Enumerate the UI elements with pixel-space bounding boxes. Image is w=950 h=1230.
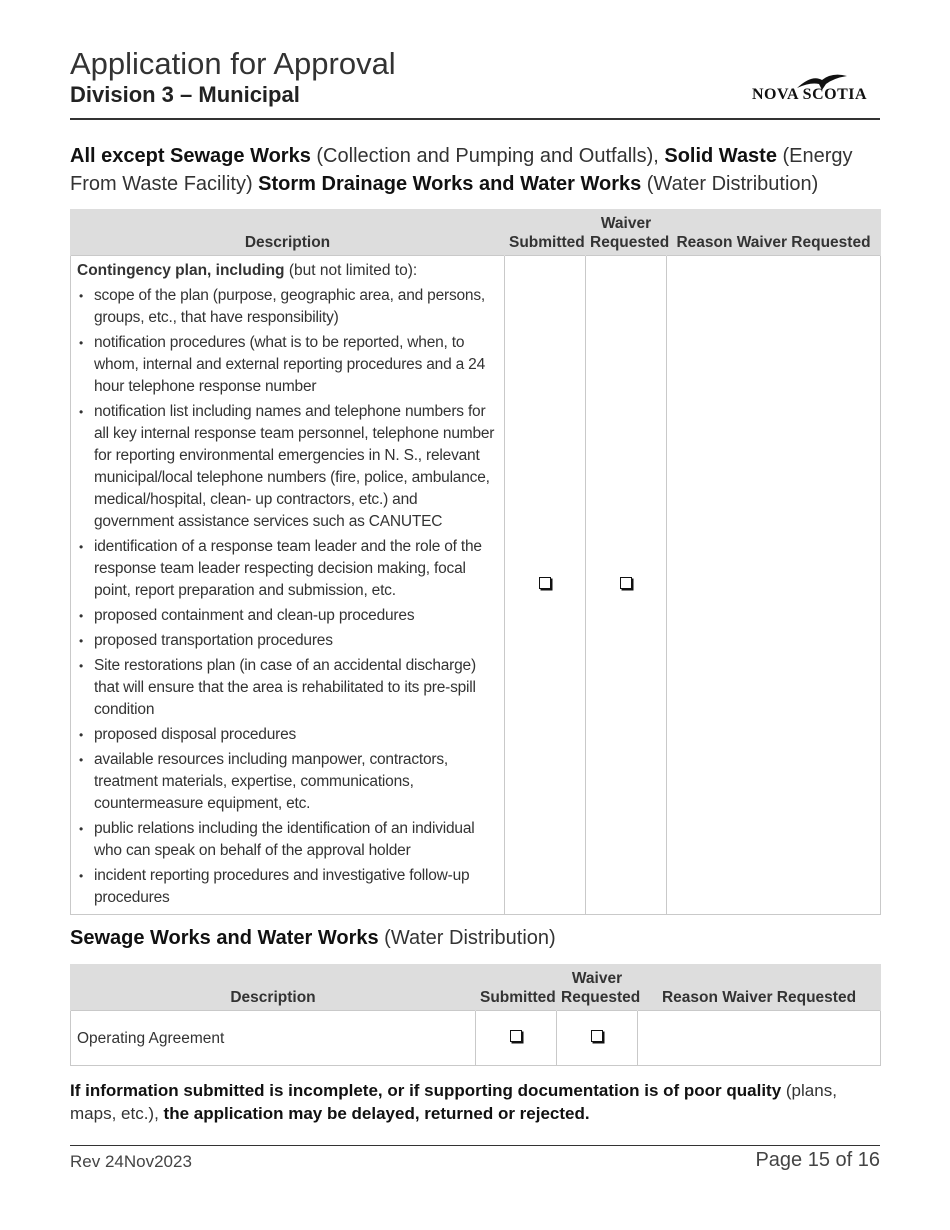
contingency-lead: [77, 260, 500, 282]
waiver-requested-checkbox[interactable]: [620, 577, 632, 589]
heading-part-5: Storm Drainage Works: [258, 173, 474, 195]
list-item: • incident reporting procedures and investigative follow-up procedures: [77, 865, 500, 909]
page-title: Application for Approval: [70, 46, 396, 81]
header-submitted: Submitted: [476, 964, 557, 1010]
header-waiver-requested: [586, 209, 670, 255]
header-reason: Reason Waiver Requested: [667, 209, 881, 255]
list-item: • identification of a response team leader and the role of the response team leader respecting decision making, focal point, report preparation and submission, etc.: [77, 536, 500, 602]
table-header-row: [71, 964, 881, 1010]
page-number: Page 15 of 16: [755, 1149, 880, 1171]
warning-normal: (plans, maps, etc.),: [70, 1081, 837, 1123]
reason-waiver-field[interactable]: [667, 255, 881, 914]
list-item: • available resources including manpower, contractors, treatment materials, expertise, communications, countermeasure equipment, etc.: [77, 749, 500, 815]
list-item: • proposed transportation procedures: [77, 630, 500, 652]
waiver-cell: [557, 1010, 638, 1065]
warning-bold-1: If information submitted is incomplete, or if supporting documentation is of poor quality: [70, 1081, 782, 1100]
footer-divider: [70, 1145, 880, 1146]
waiver-requested-checkbox[interactable]: [591, 1030, 603, 1042]
header-waiver-requested: [557, 964, 641, 1010]
heading-part-4: (Energy From Waste Facility): [70, 145, 853, 195]
contingency-description-cell: [71, 255, 505, 914]
list-item: • proposed disposal procedures: [77, 724, 500, 746]
table-row: [71, 1010, 881, 1065]
operating-agreement-label: Operating Agreement: [71, 1010, 476, 1065]
contingency-bullet-list: [77, 285, 500, 909]
heading-part-6: and Water Works: [473, 173, 642, 195]
operating-agreement-table: [70, 964, 881, 1066]
header-description: Description: [71, 964, 476, 1010]
sewage-heading-rest: (Water Distribution): [378, 927, 556, 949]
header-reason: Reason Waiver Requested: [638, 964, 881, 1010]
incomplete-info-warning: [70, 1079, 882, 1125]
heading-part-1: All except Sewage Works: [70, 145, 311, 167]
page-subtitle: Division 3 – Municipal: [70, 82, 300, 107]
nova-scotia-logo: [752, 72, 880, 108]
submitted-cell: [476, 1010, 557, 1065]
document-header: [70, 46, 880, 120]
waiver-cell: [586, 255, 667, 914]
heading-part-7: (Water Distribution): [641, 173, 819, 195]
submitted-checkbox[interactable]: [510, 1030, 522, 1042]
logo-wordmark: NOVA SCOTIA: [752, 86, 868, 103]
heading-part-2: (Collection and Pumping and Outfalls),: [310, 145, 665, 167]
section-heading-sewage: [70, 924, 882, 952]
table-row: [71, 255, 881, 914]
contingency-lead-rest: (but not limited to):: [284, 261, 418, 279]
reason-waiver-field[interactable]: [638, 1010, 881, 1065]
submitted-checkbox[interactable]: [539, 577, 551, 589]
table-header-row: [71, 209, 881, 255]
sewage-heading-bold: Sewage Works and Water Works: [70, 927, 379, 949]
header-submitted: Submitted: [505, 209, 586, 255]
header-description: Description: [71, 209, 505, 255]
list-item: • notification procedures (what is to be reported, when, to whom, internal and external reporting procedures and a 24 hour telephone response number: [77, 332, 500, 398]
list-item: • Site restorations plan (in case of an accidental discharge) that will ensure that the area is rehabilitated to its pre-spill condition: [77, 655, 500, 721]
list-item: • scope of the plan (purpose, geographic area, and persons, groups, etc., that have responsibility): [77, 285, 500, 329]
header-waiver: Waiver: [600, 214, 652, 232]
list-item: • notification list including names and telephone numbers for all key internal response team personnel, telephone number for reporting environmental emergencies in N. S., relevant municipal/local telephone numbers (fire, police, ambulance, medical/hospital, clean- up contractors, etc.) and government assistance services such as CANUTEC: [77, 401, 500, 533]
section-heading-all-except: [70, 142, 882, 198]
revision-label: Rev 24Nov2023: [70, 1152, 192, 1171]
contingency-plan-table: [70, 209, 881, 915]
list-item: • proposed containment and clean-up procedures: [77, 605, 500, 627]
list-item: • public relations including the identification of an individual who can speak on behalf of the approval holder: [77, 818, 500, 862]
header-requested: Requested: [590, 233, 670, 251]
submitted-cell: [505, 255, 586, 914]
contingency-lead-bold: Contingency plan, including: [77, 261, 285, 279]
warning-bold-2: the application may be delayed, returned or rejected.: [163, 1104, 590, 1123]
header-requested: Requested: [561, 988, 641, 1006]
heading-part-3: Solid Waste: [664, 145, 777, 167]
header-waiver: Waiver: [571, 969, 623, 987]
